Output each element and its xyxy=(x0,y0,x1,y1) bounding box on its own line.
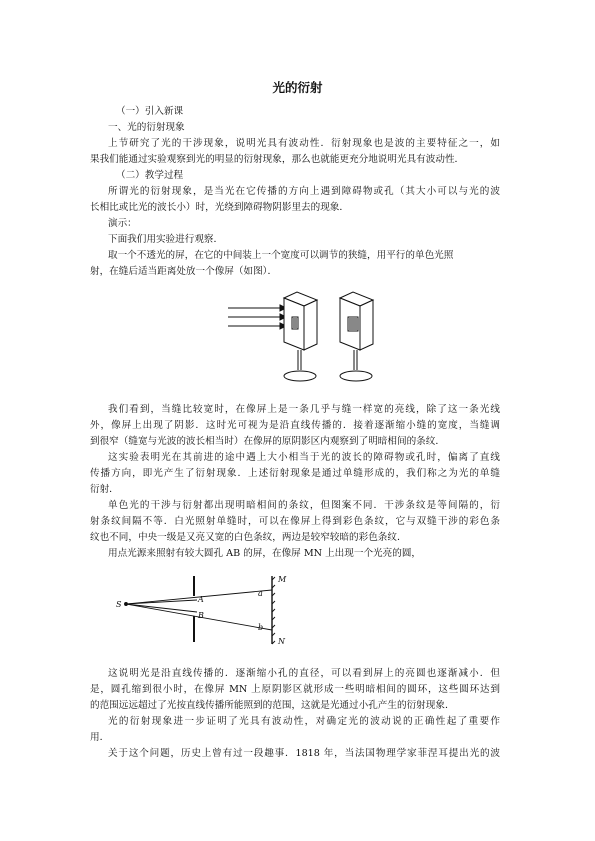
stand-base xyxy=(284,371,316,381)
text-line: 纹也不同，中央一级是又亮又宽的白色条纹，两边是较窄较暗的彩色条纹． xyxy=(90,532,407,543)
label-source: S xyxy=(116,600,122,609)
text-line: 这实验表明光在其前进的途中遇上大小相当于光的波长的障碍物或孔时，偏离了直线 xyxy=(108,452,500,463)
text-line: （二）教学过程 xyxy=(116,170,184,181)
text-line: 射条纹间隔不等．白光照射单缝时，可以在像屏上得到彩色条纹，它与双缝干涉的彩色条 xyxy=(90,516,500,527)
text-line: 取一个不透光的屏，在它的中间装上一个宽度可以调节的狭缝，用平行的单色光照 xyxy=(108,250,454,261)
text-line: 所谓光的衍射现象，是当光在它传播的方向上遇到障碍物或孔（其大小可以与光的波 xyxy=(108,186,500,197)
text-line: 上节研究了光的干涉现象，说明光具有波动性．衍射现象也是波的主要特征之一，如 xyxy=(108,138,500,149)
label-point-upper: a xyxy=(258,589,263,598)
text-line: 衍射． xyxy=(90,484,119,495)
text-line: 演示： xyxy=(108,218,137,229)
slit-diffraction-figure xyxy=(222,290,392,390)
text-line: 长相比或比光的波长小）时，光绕到障碍物阴影里去的现象． xyxy=(90,202,350,213)
label-screen-top: M xyxy=(278,575,287,584)
label-a-upper: A xyxy=(198,595,204,604)
text-line: （一）引入新课 xyxy=(116,106,184,117)
text-line: 关于这个问题，历史上曾有过一段趣事．1818 年，当法国物理学家菲涅耳提出光的波 xyxy=(108,748,500,759)
text-line: 一、光的衍射现象 xyxy=(108,122,185,133)
text-line: 果我们能通过实验观察到光的明显的衍射现象，那么也就能更充分地说明光具有波动性． xyxy=(90,154,465,165)
text-line: 传播方向，即光产生了衍射现象．上述衍射现象是通过单缝形成的，我们称之为光的单缝 xyxy=(90,468,500,479)
text-line: 单色光的干涉与衍射都出现明暗相间的条纹，但图案不同．干涉条纹是等间隔的，衍 xyxy=(108,500,500,511)
text-line: 的范围远远超过了光按直线传播所能照到的范围，这就是光通过小孔产生的衍射现象． xyxy=(90,700,455,711)
hole-diffraction-figure xyxy=(112,572,292,648)
text-line: 外，像屏上出现了阴影．这时光可视为是沿直线传播的．接着逐渐缩小缝的宽度，当缝调 xyxy=(90,420,500,431)
stand-base xyxy=(340,371,372,381)
text-line: 是，圆孔缩到很小时，在像屏 MN 上原阴影区就形成一些明暗相间的圆环，这些圆环达到 xyxy=(90,684,500,695)
text-line: 这说明光是沿直线传播的．逐渐缩小孔的直径，可以看到屏上的亮圆也逐渐减小．但 xyxy=(108,668,500,679)
text-line: 用点光源来照射有较大圆孔 AB 的屏，在像屏 MN 上出现一个光亮的圆， xyxy=(108,548,422,559)
text-line: 下面我们用实验进行观察． xyxy=(108,234,224,245)
label-point-lower: b xyxy=(258,623,264,632)
text-line: 用． xyxy=(90,732,110,743)
label-screen-bottom: N xyxy=(278,637,285,646)
text-line: 射，在缝后适当距离处放一个像屏（如图）． xyxy=(90,266,278,277)
point-source-icon xyxy=(125,603,128,606)
text-line: 到很窄（缝宽与光波的波长相当时）在像屏的原阴影区内观察到了明暗相间的条纹． xyxy=(90,436,445,447)
text-line: 我们看到，当缝比较宽时，在像屏上是一条几乎与缝一样宽的亮线，除了这一条光线 xyxy=(108,404,500,415)
label-a-lower: B xyxy=(198,611,204,620)
text-line: 光的衍射现象进一步证明了光具有波动性，对确定光的波动说的正确性起了重要作 xyxy=(108,716,500,727)
page-title: 光的衍射 xyxy=(272,80,323,95)
